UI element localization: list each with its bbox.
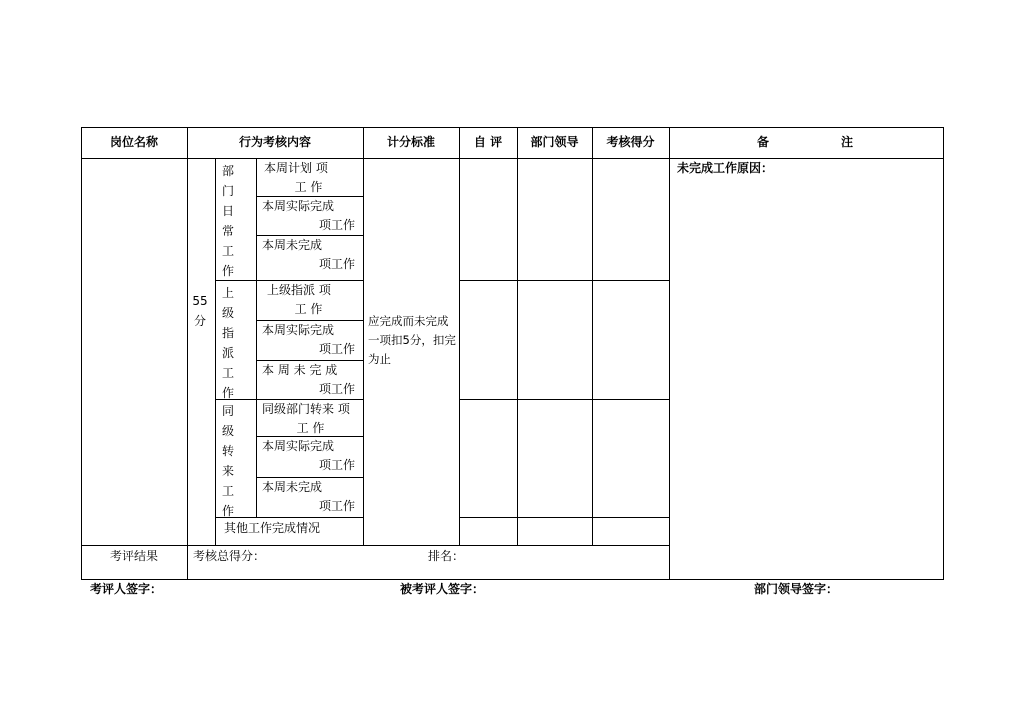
table-border-left xyxy=(81,127,82,580)
list-item: 本周实际完成 项工作 xyxy=(262,439,355,472)
assessment-table xyxy=(81,127,944,580)
standard-text: 一项扣5分，扣完 xyxy=(368,333,456,347)
list-item: 本周实际完成 项工作 xyxy=(262,199,355,232)
table-border-top xyxy=(81,127,944,128)
other-work-label: 其他工作完成情况 xyxy=(224,521,321,535)
header-behavior: 行为考核内容 xyxy=(238,135,311,149)
col-divider xyxy=(517,127,518,545)
standard-text: 为止 xyxy=(368,352,391,366)
dept-leader-signature: 部门领导签字： xyxy=(754,582,839,596)
table-border-bottom xyxy=(81,579,944,580)
col-divider xyxy=(592,127,593,545)
group-title: 上级指派工作 xyxy=(221,286,234,400)
rank-label: 排名： xyxy=(428,549,465,563)
header-score: 考核得分 xyxy=(606,135,655,149)
list-item: 同级部门转来 项 工 作 xyxy=(262,402,350,435)
total-score-label: 考核总得分： xyxy=(193,549,266,563)
list-item: 本 周 未 完 成 项工作 xyxy=(262,363,355,396)
header-dept-leader: 部门领导 xyxy=(530,135,579,149)
reviewer-signature: 考评人签字： xyxy=(90,582,163,596)
list-item: 上级指派 项 工 作 xyxy=(267,283,331,316)
header-remark: 备 xyxy=(757,135,770,149)
group-title: 部门日常工作 xyxy=(221,164,234,278)
list-item: 本周实际完成 项工作 xyxy=(262,323,355,356)
header-remark: 注 xyxy=(841,135,854,149)
header-divider xyxy=(81,158,944,159)
table-border-right xyxy=(943,127,944,580)
remark-text: 未完成工作原因： xyxy=(677,161,774,175)
result-label: 考评结果 xyxy=(109,549,158,563)
col-divider xyxy=(187,127,188,580)
header-position: 岗位名称 xyxy=(109,135,158,149)
standard-text: 应完成而未完成 xyxy=(368,314,449,328)
list-item: 本周未完成 项工作 xyxy=(262,238,355,271)
row-divider xyxy=(459,280,669,281)
reviewee-signature: 被考评人签字： xyxy=(400,582,485,596)
header-self-review: 自 评 xyxy=(473,135,503,149)
row-divider xyxy=(81,545,669,546)
list-item: 本周计划 项 工 作 xyxy=(264,161,328,194)
group-title: 同级转来工作 xyxy=(221,404,234,518)
row-divider xyxy=(459,399,669,400)
row-divider xyxy=(459,517,669,518)
header-standard: 计分标准 xyxy=(386,135,435,149)
col-divider xyxy=(363,127,364,545)
list-item: 本周未完成 项工作 xyxy=(262,480,355,513)
col-divider xyxy=(669,127,670,580)
row-divider xyxy=(215,517,363,518)
score-weight: 55分 xyxy=(192,294,208,328)
col-divider xyxy=(256,158,257,517)
col-divider xyxy=(459,127,460,545)
col-divider xyxy=(215,158,216,545)
